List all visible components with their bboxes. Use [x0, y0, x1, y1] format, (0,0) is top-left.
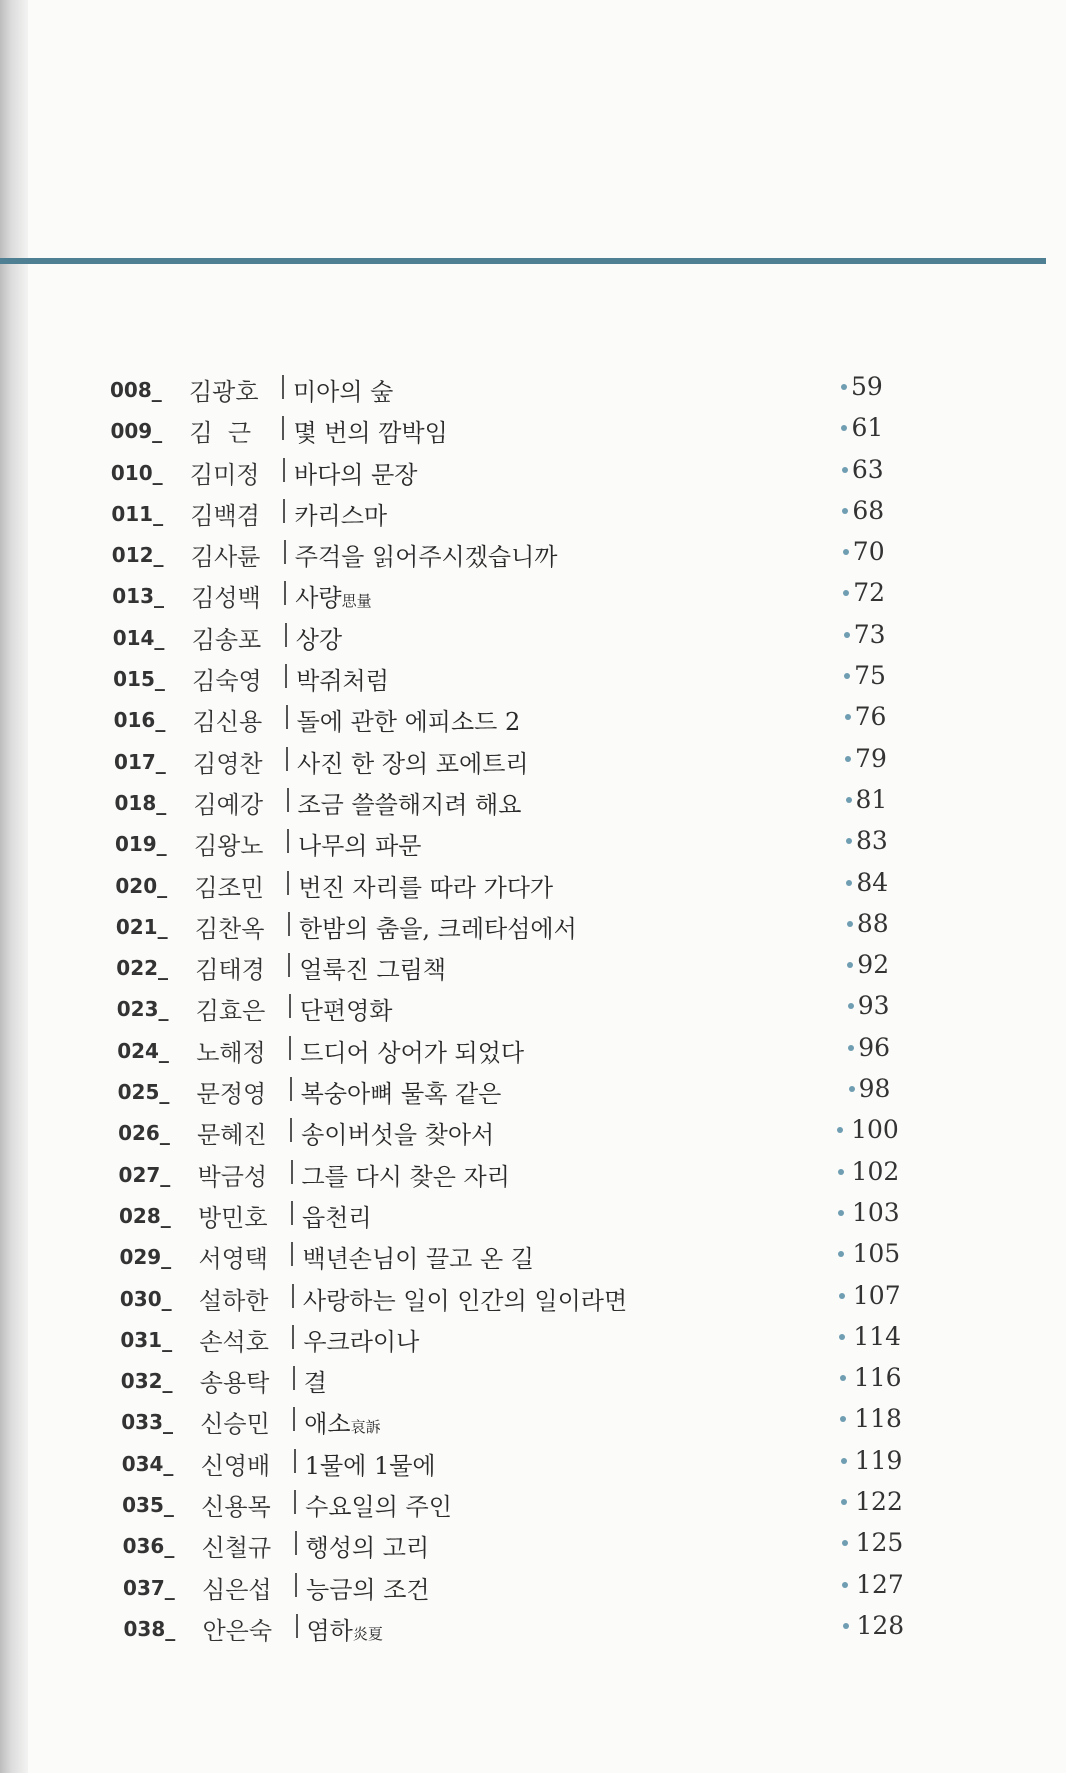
entry-title [296, 661, 389, 696]
entry-title [296, 620, 342, 655]
separator-bar [295, 1531, 297, 1555]
separator-bar [284, 581, 286, 605]
entry-author: 신철규 [201, 1534, 272, 1563]
entry-author: 문정영 [196, 1080, 267, 1109]
page-bullet [842, 1582, 848, 1588]
entry-title [297, 744, 529, 779]
entry-author: 송용탁 [199, 1369, 270, 1398]
page-bullet [844, 632, 850, 638]
entry-title-text: 복숭아뼈 물혹 같은 [300, 1080, 502, 1109]
entry-title-text: 송이버섯을 찾아서 [301, 1121, 495, 1150]
entry-number: 014_ [112, 625, 165, 650]
entry-title [306, 1528, 430, 1563]
entry-title-text: 미아의 숲 [293, 378, 394, 406]
entry-number: 030_ [119, 1286, 172, 1311]
toc-entry [0, 1611, 1066, 1652]
toc-entry [0, 1404, 1066, 1445]
toc-entry [0, 744, 1066, 785]
page-number: 63 [851, 454, 884, 484]
page-bullet [842, 1540, 848, 1546]
separator-bar [293, 1407, 295, 1431]
entry-title [303, 1322, 419, 1357]
entry-number: 034_ [121, 1451, 174, 1476]
page-number: 88 [856, 908, 889, 938]
page-bullet [844, 673, 850, 679]
entry-author: 김영찬 [193, 749, 263, 778]
header-rule [0, 258, 1046, 264]
entry-title [298, 826, 422, 861]
entry-author: 김사륜 [190, 543, 261, 572]
page-bullet [847, 921, 853, 927]
page-bullet [841, 1458, 847, 1464]
entry-title [297, 702, 521, 737]
entry-title-text: 결 [303, 1369, 327, 1398]
page-bullet [840, 1375, 846, 1381]
separator-bar [291, 1160, 293, 1184]
entry-author: 김신용 [192, 708, 263, 737]
entry-title-text: 염하 [306, 1616, 353, 1645]
entry-title-text: 우크라이나 [303, 1327, 420, 1356]
toc-entry [0, 455, 1066, 496]
entry-title [294, 496, 387, 531]
entry-number: 023_ [116, 997, 169, 1022]
toc-entry [0, 950, 1066, 991]
entry-number: 037_ [123, 1575, 175, 1600]
page-number: 70 [852, 537, 885, 567]
page-bullet [841, 425, 847, 431]
entry-author: 박금성 [197, 1162, 268, 1191]
page-bullet [848, 1003, 854, 1009]
toc-entry [0, 785, 1066, 826]
toc-entry [0, 1239, 1066, 1280]
page-bullet [848, 1045, 854, 1051]
entry-author: 안은숙 [202, 1616, 273, 1645]
entry-title [305, 1446, 436, 1481]
entry-author: 김송포 [191, 625, 262, 654]
entry-number: 031_ [120, 1327, 173, 1352]
toc-entry [0, 1363, 1066, 1404]
entry-title-text: 단편영화 [299, 997, 393, 1026]
page-number: 114 [853, 1321, 902, 1351]
entry-title [301, 1115, 494, 1150]
page-bullet [837, 1127, 843, 1133]
entry-number: 024_ [117, 1038, 169, 1063]
page-bullet [838, 1210, 844, 1216]
separator-bar [296, 1614, 298, 1638]
entry-title [303, 1281, 627, 1316]
toc-entry [0, 1322, 1066, 1363]
page-bullet [841, 1499, 847, 1505]
page-bullet [841, 384, 847, 390]
separator-bar [286, 705, 288, 729]
entry-title [294, 455, 418, 490]
page-bullet [847, 962, 853, 968]
entry-title [301, 1074, 502, 1109]
page-number: 72 [853, 578, 886, 608]
entry-number: 038_ [123, 1616, 176, 1641]
entry-title-text: 그를 다시 찾은 자리 [301, 1162, 510, 1191]
entry-author: 노해정 [196, 1038, 266, 1067]
page-number: 75 [854, 661, 886, 691]
page-number: 128 [856, 1610, 905, 1640]
entry-author: 신용목 [201, 1493, 271, 1522]
separator-bar [284, 540, 286, 564]
separator-bar [287, 829, 289, 853]
entry-title-text: 주걱을 읽어주시겠습니까 [294, 543, 558, 572]
entry-number: 027_ [118, 1162, 171, 1187]
entry-title-text: 바다의 문장 [293, 460, 418, 489]
entry-number: 015_ [113, 667, 165, 692]
page-number: 93 [857, 991, 890, 1021]
page-number: 102 [851, 1156, 900, 1186]
entry-number: 010_ [110, 460, 163, 485]
separator-bar [285, 664, 287, 688]
entry-author: 김왕노 [193, 832, 264, 861]
toc-entry [0, 1570, 1066, 1611]
entry-title [298, 785, 522, 820]
toc-entry [0, 991, 1066, 1032]
page-bullet [849, 1086, 855, 1092]
separator-bar [287, 871, 289, 895]
entry-number: 026_ [118, 1121, 170, 1146]
page-number: 119 [854, 1445, 903, 1475]
entry-title-text: 사진 한 장의 포에트리 [297, 749, 529, 778]
separator-bar [283, 499, 285, 523]
separator-bar [295, 1573, 297, 1597]
entry-title-text: 백년손님이 끌고 온 길 [302, 1245, 534, 1274]
page-bullet [845, 714, 851, 720]
entry-author: 심은섭 [202, 1575, 272, 1604]
entry-title [295, 578, 371, 613]
entry-number: 025_ [117, 1080, 170, 1105]
entry-author: 문혜진 [197, 1121, 267, 1150]
entry-author: 김광호 [189, 378, 259, 406]
entry-title-text: 능금의 조건 [306, 1575, 430, 1604]
table-of-contents [0, 372, 1066, 1652]
separator-bar [282, 375, 284, 399]
entry-author: 김찬옥 [194, 914, 265, 943]
entry-number: 008_ [110, 378, 162, 402]
entry-author: 김미정 [189, 460, 260, 489]
page-number: 83 [855, 826, 888, 856]
entry-author: 김숙영 [192, 667, 262, 696]
entry-title-text: 1물에 1물에 [304, 1451, 436, 1480]
entry-title-text: 사량 [295, 584, 342, 613]
entry-number: 028_ [119, 1203, 171, 1228]
entry-title-text: 몇 번의 깜박임 [293, 419, 448, 448]
separator-bar [291, 1201, 293, 1225]
separator-bar [282, 416, 284, 440]
entry-number: 036_ [122, 1534, 175, 1559]
page-number: 59 [851, 372, 883, 401]
entry-title [298, 868, 553, 903]
separator-bar [290, 1118, 292, 1142]
separator-bar [285, 623, 287, 647]
toc-entry [0, 413, 1066, 454]
toc-entry [0, 1157, 1066, 1198]
separator-bar [292, 1284, 294, 1308]
entry-title-text: 읍천리 [302, 1203, 372, 1232]
entry-title-hanja: 思量 [341, 592, 372, 611]
entry-title [300, 1033, 524, 1068]
entry-title-text: 한밤의 춤을, 크레타섬에서 [298, 914, 577, 943]
entry-number: 035_ [122, 1493, 174, 1518]
separator-bar [288, 953, 290, 977]
page-number: 125 [855, 1528, 904, 1558]
entry-title [305, 1487, 452, 1522]
entry-number: 022_ [116, 956, 169, 981]
toc-entry [0, 868, 1066, 909]
page-number: 92 [857, 950, 890, 980]
page-number: 61 [851, 413, 884, 443]
page-bullet [842, 508, 848, 514]
entry-author: 김백겸 [190, 501, 260, 530]
entry-title-hanja: 哀訴 [350, 1418, 381, 1437]
page-bullet [846, 880, 852, 886]
entry-author: 방민호 [198, 1203, 268, 1232]
page-number: 96 [858, 1032, 890, 1062]
toc-entry [0, 496, 1066, 537]
toc-entry [0, 702, 1066, 743]
page-number: 73 [853, 619, 886, 649]
page-number: 81 [855, 784, 888, 814]
entry-number: 020_ [115, 873, 168, 898]
entry-author: 신영배 [200, 1451, 271, 1480]
page-bullet [843, 549, 849, 555]
entry-author: 김 근 [189, 419, 252, 448]
toc-entry [0, 909, 1066, 950]
entry-number: 032_ [120, 1369, 173, 1394]
toc-entry [0, 1033, 1066, 1074]
entry-author: 김효은 [195, 997, 266, 1026]
toc-entry [0, 537, 1066, 578]
entry-title [299, 950, 446, 985]
page-bullet [842, 467, 848, 473]
separator-bar [294, 1449, 296, 1473]
entry-author: 김조민 [194, 873, 264, 902]
entry-title [302, 1239, 534, 1274]
entry-title [300, 991, 393, 1026]
page-bullet [846, 838, 852, 844]
entry-number: 029_ [119, 1245, 172, 1270]
page-number: 127 [856, 1569, 904, 1599]
entry-title-text: 행성의 고리 [305, 1534, 430, 1563]
entry-number: 033_ [121, 1410, 173, 1435]
page-number: 79 [855, 743, 887, 773]
page-bullet [843, 1623, 849, 1629]
toc-entry [0, 661, 1066, 702]
page-number: 98 [858, 1074, 891, 1104]
toc-entry [0, 372, 1066, 413]
entry-number: 018_ [114, 790, 167, 815]
entry-author: 서영택 [198, 1245, 268, 1274]
page-bullet [838, 1169, 844, 1175]
entry-number: 012_ [111, 543, 164, 568]
page-bullet [839, 1293, 845, 1299]
separator-bar [286, 747, 288, 771]
entry-author: 김태경 [195, 956, 265, 985]
page-number: 116 [853, 1363, 902, 1393]
entry-title [306, 1570, 430, 1605]
separator-bar [287, 788, 289, 812]
entry-title [304, 1404, 380, 1439]
entry-title-text: 박쥐처럼 [296, 667, 389, 696]
toc-entry [0, 1446, 1066, 1487]
separator-bar [283, 458, 285, 482]
entry-title [302, 1157, 510, 1192]
entry-number: 021_ [115, 914, 168, 939]
entry-title [307, 1611, 383, 1646]
entry-title-text: 조금 쓸쓸해지려 해요 [297, 790, 522, 819]
page-bullet [843, 590, 849, 596]
entry-title [293, 413, 447, 448]
page-number: 122 [855, 1487, 903, 1517]
toc-entry [0, 1528, 1066, 1569]
entry-title-text: 카리스마 [294, 501, 388, 530]
page-number: 107 [852, 1280, 901, 1310]
page-number: 76 [854, 702, 887, 732]
toc-entry [0, 1115, 1066, 1156]
entry-title-hanja: 炎夏 [352, 1624, 383, 1643]
page-bullet [838, 1251, 844, 1257]
entry-title [295, 537, 558, 572]
entry-title [302, 1198, 372, 1233]
separator-bar [291, 1242, 293, 1266]
toc-entry [0, 578, 1066, 619]
entry-title-text: 수요일의 주인 [305, 1493, 452, 1522]
page-bullet [845, 756, 851, 762]
separator-bar [294, 1490, 296, 1514]
entry-title-text: 나무의 파문 [297, 832, 422, 861]
page-number: 68 [852, 495, 885, 525]
entry-title-text: 애소 [304, 1410, 351, 1439]
entry-title-text: 드디어 상어가 되었다 [300, 1038, 525, 1067]
toc-entry [0, 1281, 1066, 1322]
entry-author: 신승민 [200, 1410, 270, 1439]
entry-number: 011_ [111, 501, 164, 526]
page-number: 118 [854, 1404, 902, 1434]
page-number: 105 [852, 1239, 901, 1269]
entry-title [293, 372, 393, 407]
entry-number: 019_ [114, 832, 167, 857]
page-bullet [840, 1416, 846, 1422]
toc-entry [0, 1487, 1066, 1528]
separator-bar [288, 912, 290, 936]
entry-title-text: 사랑하는 일이 인간의 일이라면 [302, 1286, 628, 1315]
entry-title-text: 상강 [295, 625, 343, 654]
separator-bar [289, 994, 291, 1018]
entry-number: 009_ [110, 419, 163, 444]
entry-title-text: 돌에 관한 에피소드 2 [296, 708, 521, 737]
toc-entry [0, 1074, 1066, 1115]
entry-number: 013_ [112, 584, 164, 609]
page-number: 103 [852, 1197, 900, 1227]
toc-entry [0, 826, 1066, 867]
entry-number: 017_ [114, 749, 166, 774]
page-number: 84 [856, 867, 889, 897]
entry-title [299, 909, 577, 944]
separator-bar [289, 1036, 291, 1060]
entry-title [304, 1363, 327, 1398]
entry-author: 김성백 [191, 584, 261, 613]
page-bullet [839, 1334, 845, 1340]
entry-title-text: 얼룩진 그림책 [299, 956, 447, 985]
entry-title-text: 번진 자리를 따라 가다가 [298, 873, 554, 902]
toc-entry [0, 1198, 1066, 1239]
entry-number: 016_ [113, 708, 166, 733]
separator-bar [292, 1325, 294, 1349]
page-number: 100 [851, 1115, 899, 1145]
entry-author: 김예강 [193, 790, 264, 819]
entry-author: 손석호 [199, 1327, 269, 1356]
separator-bar [290, 1077, 292, 1101]
toc-entry [0, 620, 1066, 661]
entry-author: 설하한 [198, 1286, 269, 1315]
separator-bar [293, 1366, 295, 1390]
page-bullet [846, 797, 852, 803]
